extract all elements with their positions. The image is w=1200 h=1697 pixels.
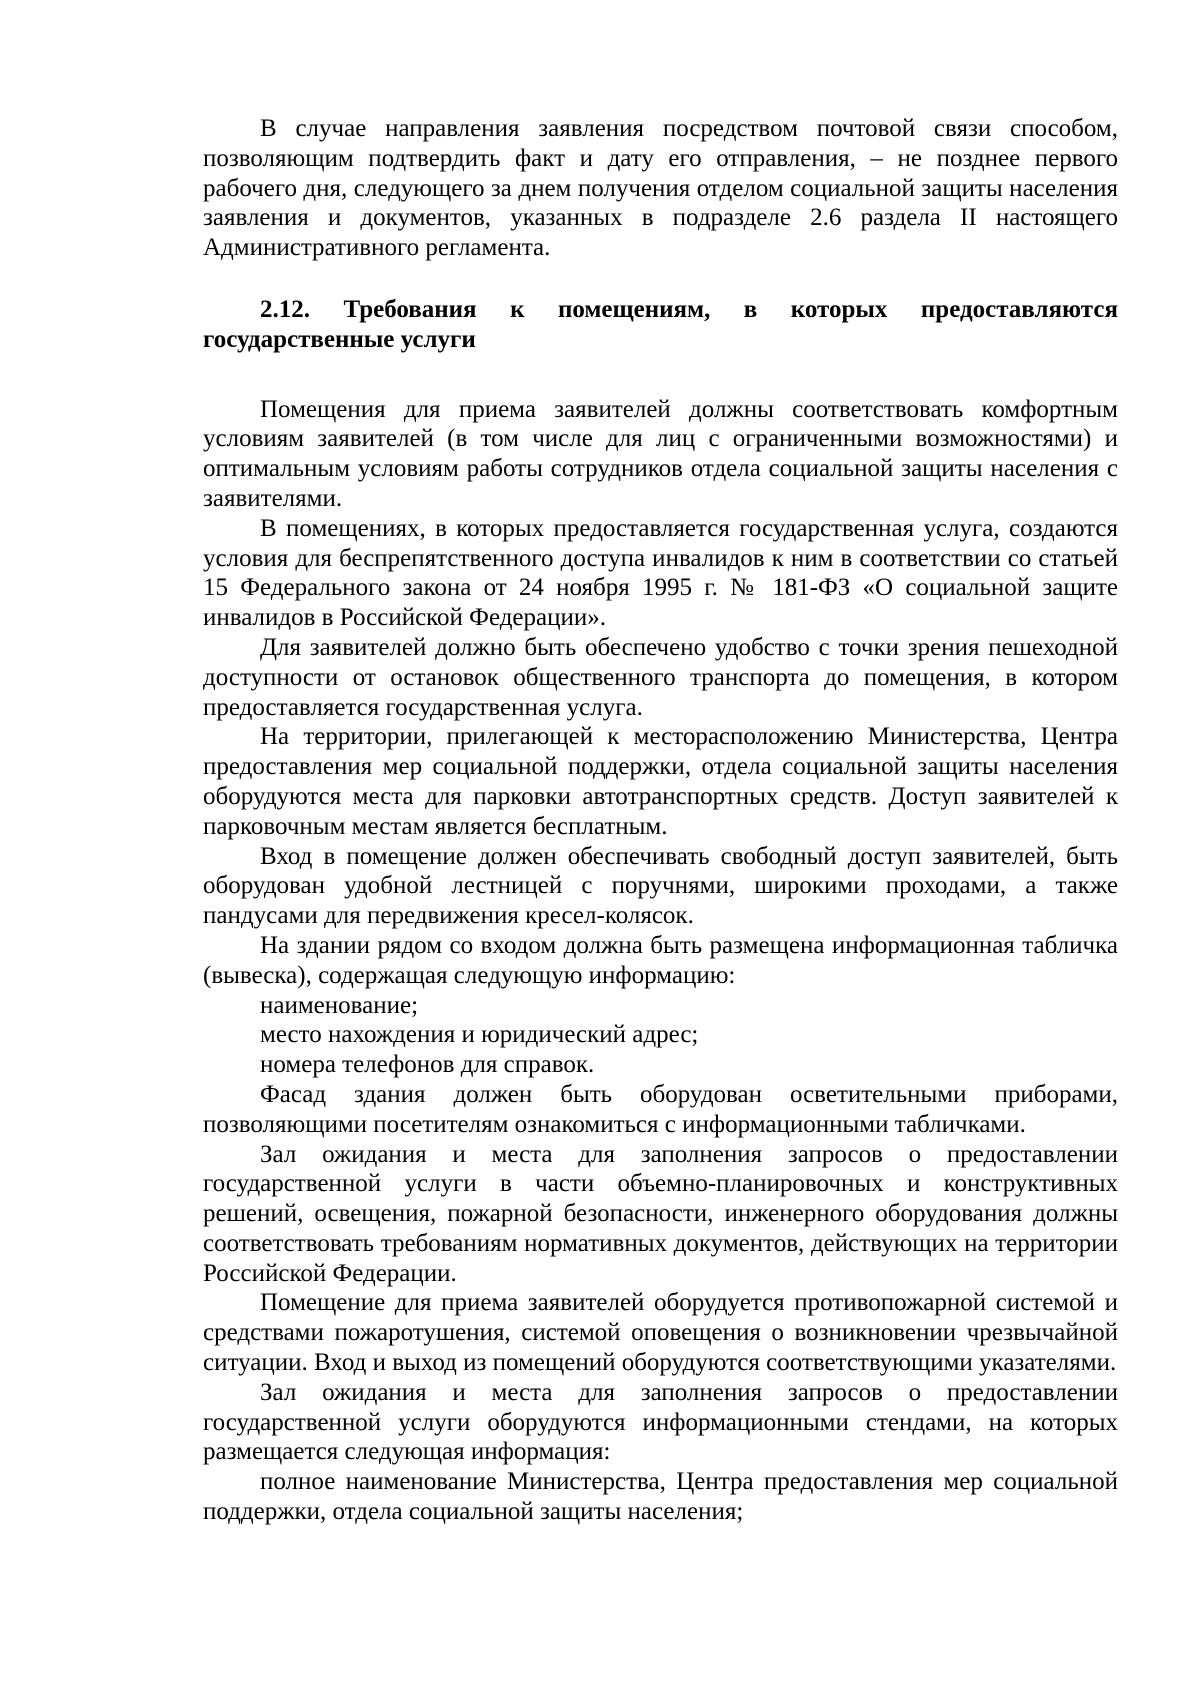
paragraph-waiting-hall: Зал ожидания и места для заполнения запросов о предоставлении государственной услуги в части объемно-планировочных и конструктивных решений, освещения, пожарной безопасности, инженерного оборудования должны соответствовать требованиям нормативных документов, действующих на территории Российской Федерации.	[203, 1140, 1118, 1287]
spacer	[203, 263, 1118, 295]
paragraph-facade: Фасад здания должен быть оборудован осветительными приборами, позволяющими посетителям ознакомиться с информационными табличками.	[203, 1080, 1118, 1138]
paragraph-premises-requirements: Помещения для приема заявителей должны соответствовать комфортным условиям заявителей (в том числе для лиц с ограниченными возможностями) и оптимальным условиям работы сотрудников отдела социальной защиты населения с заявителями.	[203, 395, 1118, 512]
sign-item-address: место нахождения и юридический адрес;	[260, 1021, 699, 1049]
paragraph-info-sign: На здании рядом со входом должна быть размещена информационная табличка (вывеска), содержащая следующую информацию:	[203, 931, 1118, 989]
sign-item-phones: номера телефонов для справок.	[260, 1051, 595, 1079]
sign-item-name: наименование;	[260, 991, 419, 1019]
paragraph-info-stands: Зал ожидания и места для заполнения запросов о предоставлении государственной услуги оборудуются информационными стендами, на которых размещается следующая информация:	[203, 1378, 1118, 1466]
paragraph-disabled-access: В помещениях, в которых предоставляется государственная услуга, создаются условия для беспрепятственного доступа инвалидов к ним в соответствии со статьей 15 Федерального закона от 24 ноября 1995 г. № 181-ФЗ «О социальной защите инвалидов в Российской Федерации».	[203, 514, 1118, 632]
section-heading: 2.12. Требования к помещениям, в которых предоставляются государственные услуги	[203, 295, 1118, 353]
paragraph-pedestrian-access: Для заявителей должно быть обеспечено удобство с точки зрения пешеходной доступности от остановок общественного транспорта до помещения, в котором предоставляется государственная услуга.	[203, 633, 1118, 721]
document-page	[203, 114, 1118, 1527]
paragraph-full-name: полное наименование Министерства, Центра предоставления мер социальной поддержки, отдела социальной защиты населения;	[203, 1468, 1118, 1526]
intro-paragraph: В случае направления заявления посредством почтовой связи способом, позволяющим подтвердить факт и дату его отправления, – не позднее первого рабочего дня, следующего за днем получения отделом социальной защиты населения заявления и документов, указанных в подразделе 2.6 раздела II настоящего Административного регламента.	[203, 115, 1118, 262]
paragraph-entrance: Вход в помещение должен обеспечивать свободный доступ заявителей, быть оборудован удобной лестницей с поручнями, широкими проходами, а также пандусами для передвижения кресел-колясок.	[203, 842, 1118, 930]
paragraph-fire-safety: Помещение для приема заявителей оборудуется противопожарной системой и средствами пожаротушения, системой оповещения о возникновении чрезвычайной ситуации. Вход и выход из помещений оборудуются соответствующими указателями.	[203, 1289, 1118, 1377]
paragraph-parking: На территории, прилегающей к месторасположению Министерства, Центра предоставления мер социальной поддержки, отдела социальной защиты населения оборудуются места для парковки автотранспортных средств. Доступ заявителей к парковочным местам является бесплатным.	[203, 723, 1118, 840]
spacer	[203, 355, 1118, 395]
